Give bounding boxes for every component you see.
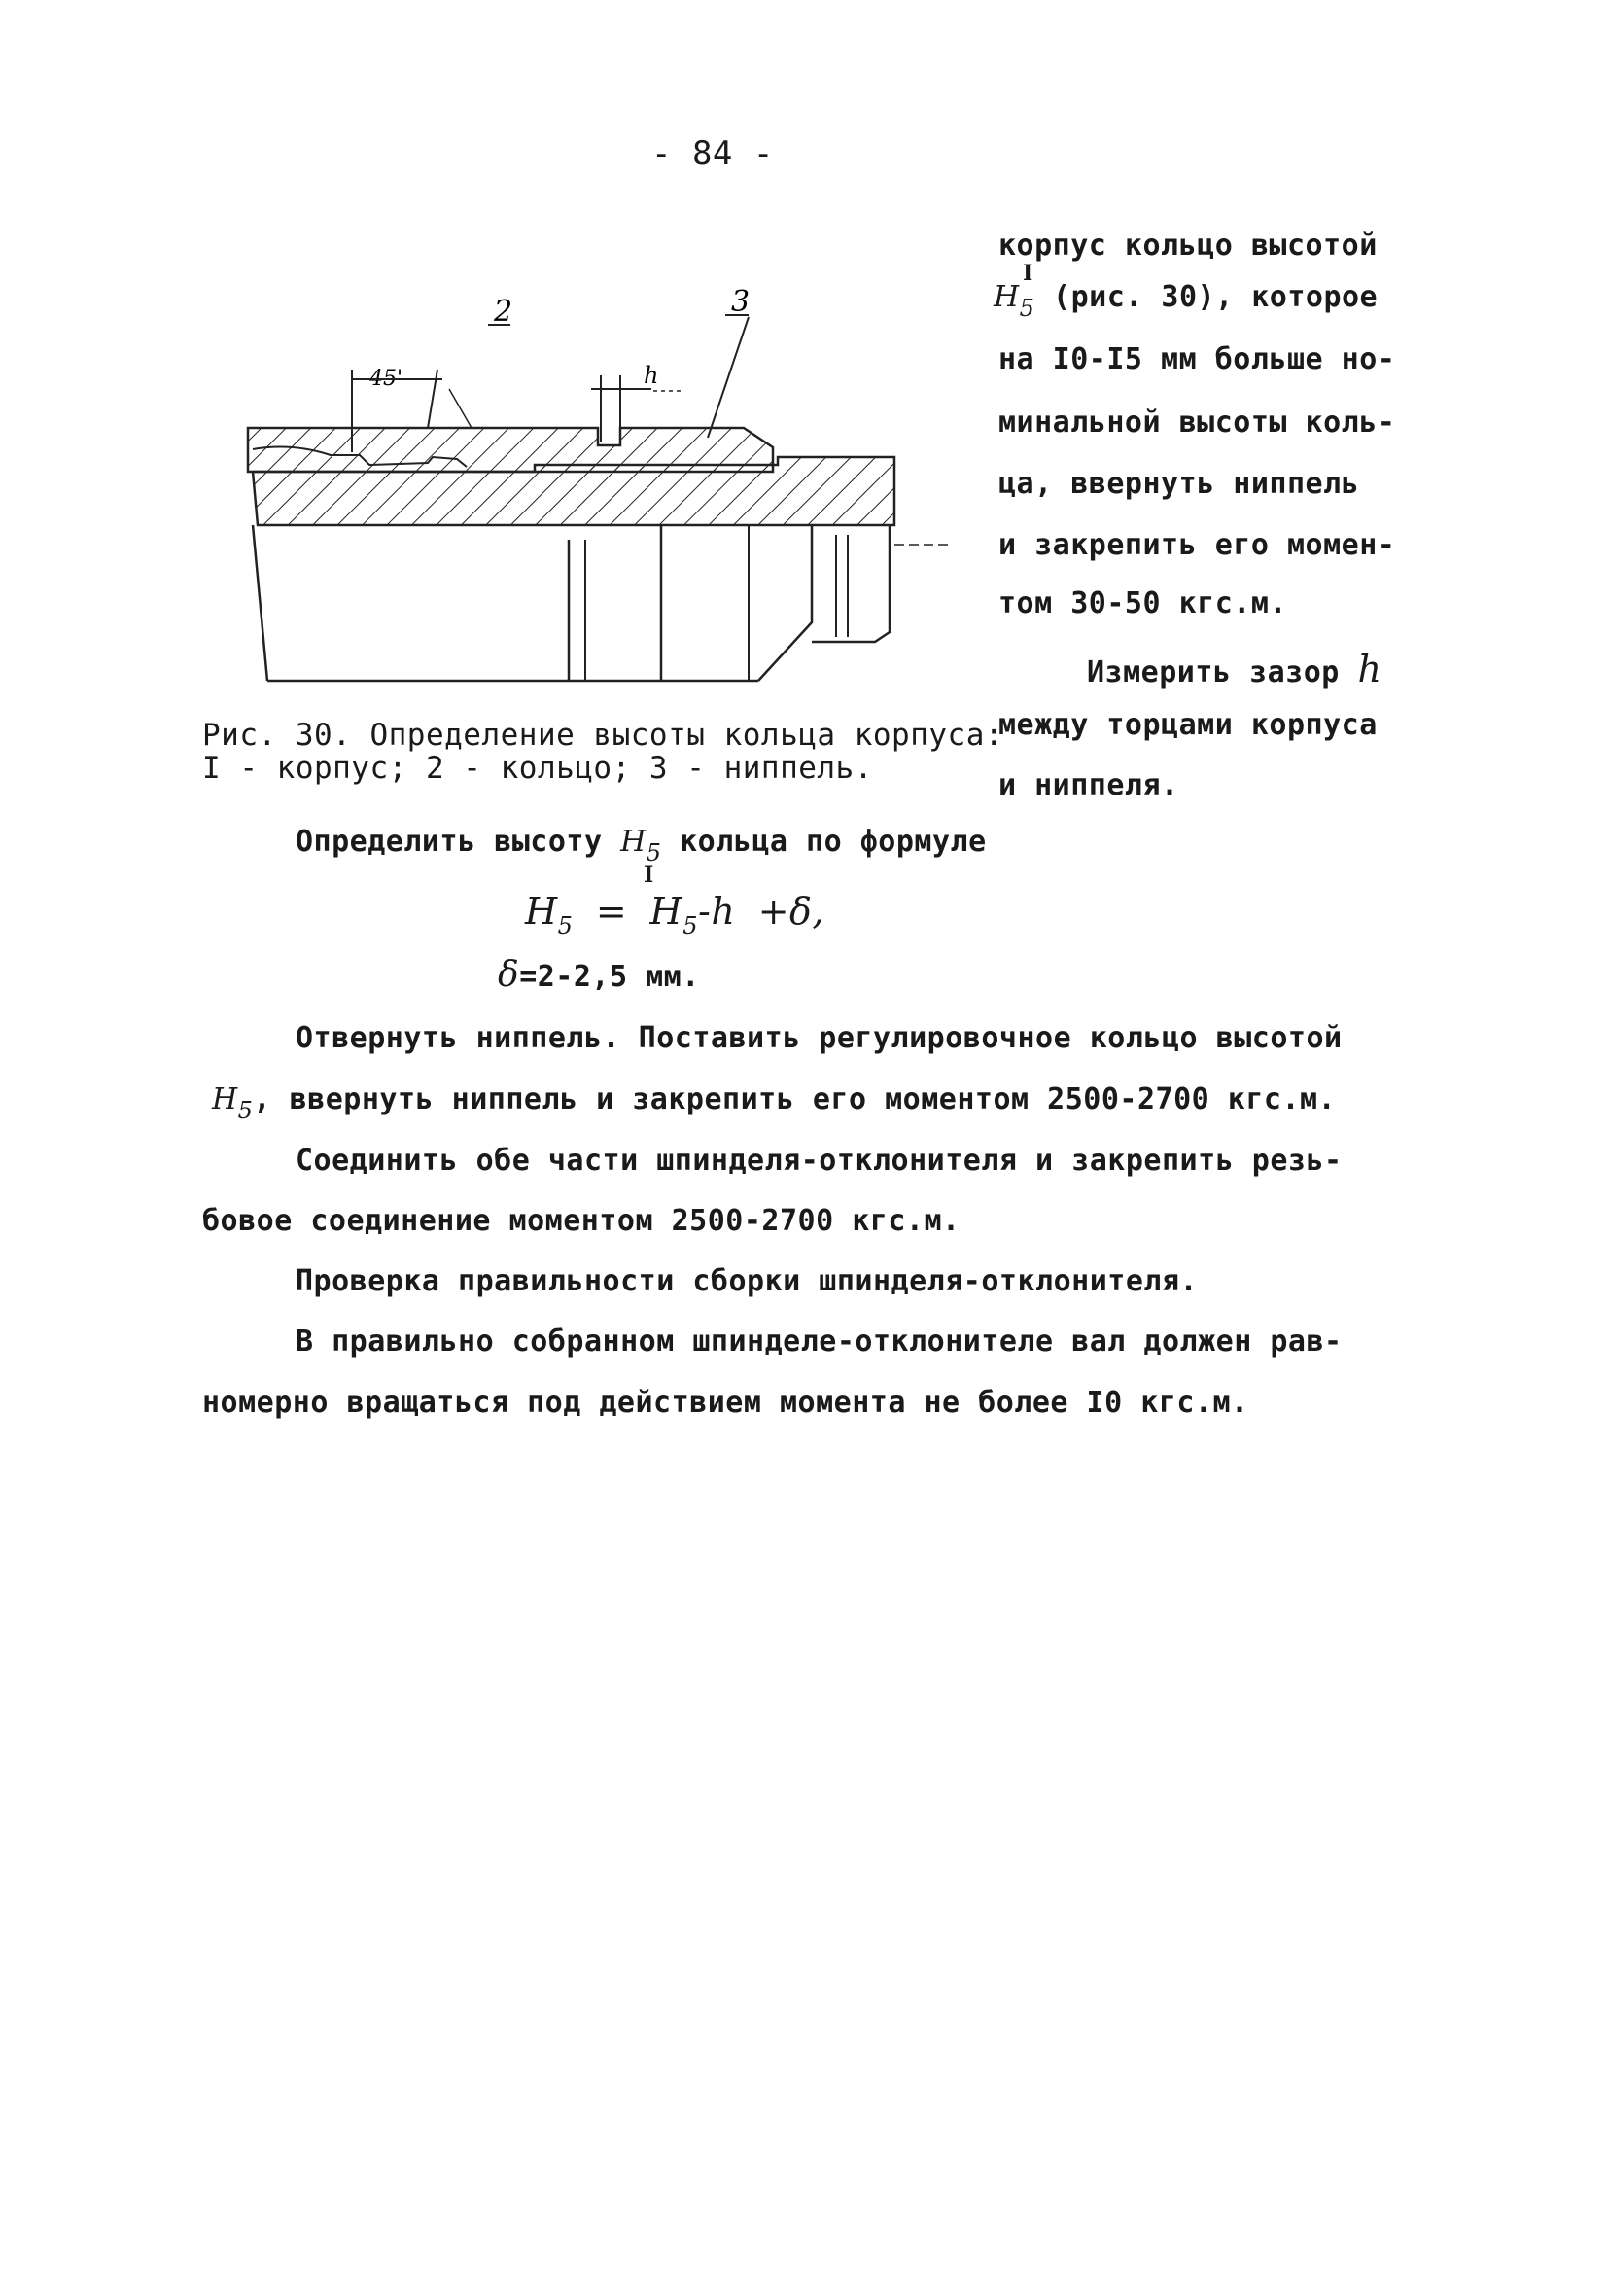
figure-caption-line-1: Рис. 30. Определение высоты кольца корпуса: [202, 718, 1004, 753]
label-h: h [644, 362, 659, 389]
label-45: 45' [369, 367, 403, 391]
figure-caption-line-2: I - корпус; 2 - кольцо; 3 - ниппель. [202, 751, 873, 786]
side-line-2: I $H_5$ (рис. 30), которое [994, 261, 1379, 322]
paragraph-1-line-1: Отвернуть ниппель. Поставить регулировочное кольцо высотой [296, 1021, 1343, 1055]
side-line-6: и закрепить его момен- [998, 528, 1396, 562]
determine-line: Определить высоту $H_5$ кольца по формуле [296, 825, 987, 866]
paragraph-3: Проверка правильности сборки шпинделя-отклонителя. [296, 1264, 1199, 1298]
side-line-4: минальной высоты коль- [998, 406, 1396, 440]
figure-30-drawing [233, 282, 953, 690]
paragraph-4-line-2: номерно вращаться под действием момента не более I0 кгс.м. [202, 1386, 1249, 1420]
side-line-1: корпус кольцо высотой [998, 229, 1378, 263]
side-line-10: и ниппеля. [998, 768, 1179, 802]
paragraph-4-line-1: В правильно собранном шпинделе-отклонителе вал должен рав- [296, 1325, 1343, 1359]
formula: I $H_5 = H_5-h +\delta$, [525, 863, 825, 939]
side-line-8: Измерить зазор h [1087, 648, 1382, 690]
side-line-5: ца, ввернуть ниппель [998, 467, 1360, 501]
page-number: - 84 - [651, 134, 774, 173]
paragraph-1-line-2: $H_5$, ввернуть ниппель и закрепить его моментом 2500-2700 кгс.м. [212, 1082, 1337, 1124]
side-line-9: между торцами корпуса [998, 708, 1378, 742]
label-part-2: 2 [494, 295, 513, 329]
delta-line: δ=2-2,5 мм. [498, 955, 700, 995]
paragraph-2-line-2: бовое соединение моментом 2500-2700 кгс.м. [202, 1204, 961, 1238]
paragraph-2-line-1: Соединить обе части шпинделя-отклонителя и закрепить резь- [296, 1144, 1343, 1178]
side-line-3: на I0-I5 мм больше но- [998, 342, 1396, 376]
label-part-3: 3 [731, 285, 751, 319]
side-line-7: том 30-50 кгс.м. [998, 586, 1287, 620]
